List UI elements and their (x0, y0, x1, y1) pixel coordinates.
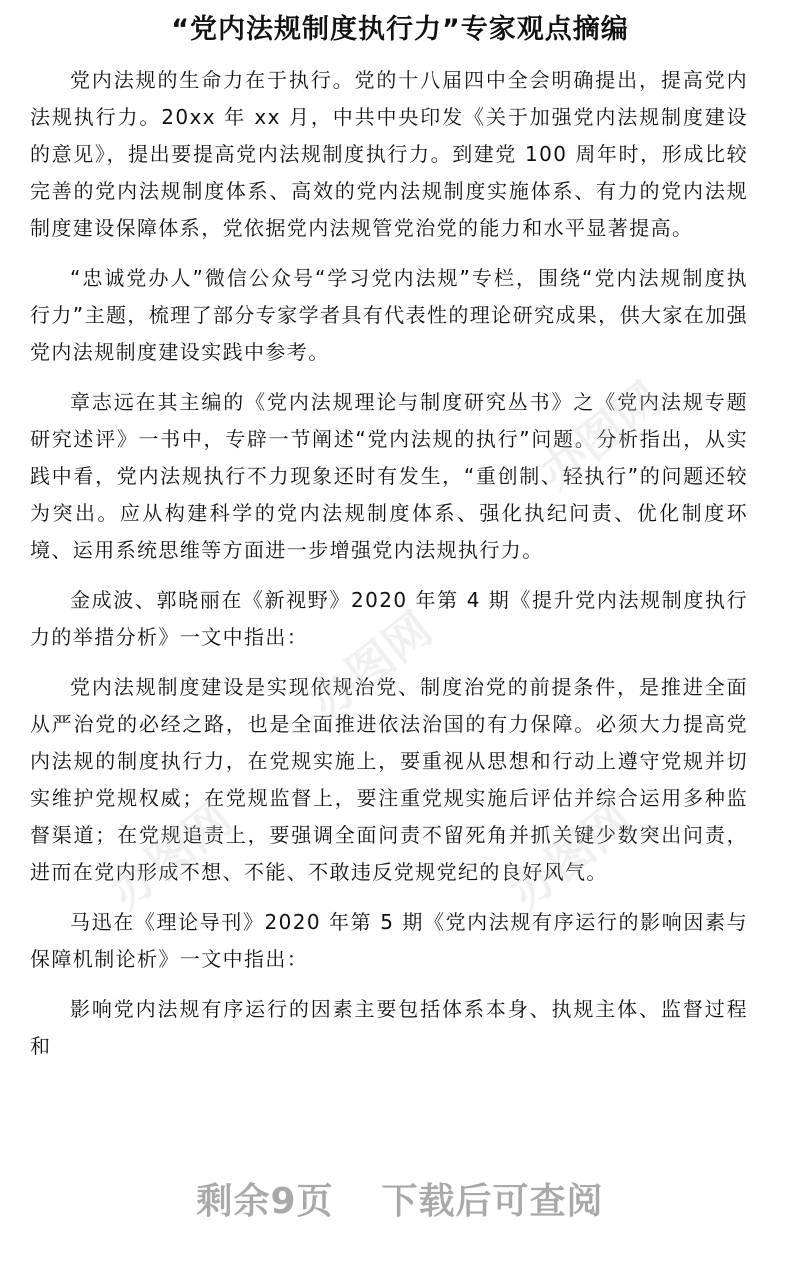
paragraph-jin-chengbo-intro: 金成波、郭晓丽在《新视野》2020 年第 4 期《提升党内法规制度执行力的举措分析》一文中指出： (30, 588, 748, 649)
document-body (30, 62, 748, 1078)
paragraph-ma-xun-intro: 马迅在《理论导刊》2020 年第 5 期《党内法规有序运行的影响因素与保障机制论析》一文中指出： (30, 910, 748, 971)
paragraph-column-note: “忠诚党办人”微信公众号“学习党内法规”专栏，围绕“党内法规制度执行力”主题，梳理了部分专家学者具有代表性的理论研究成果，供大家在加强党内法规制度建设实践中参考。 (30, 266, 748, 364)
document-title: “党内法规制度执行力”专家观点摘编 (171, 14, 629, 45)
watermark: 办图网 (499, 791, 642, 920)
watermark: 办图网 (99, 791, 242, 920)
paragraph-intro: 党内法规的生命力在于执行。党的十八届四中全会明确提出，提高党内法规执行力。20xx 年 xx 月，中共中央印发《关于加强党内法规制度建设的意见》，提出要提高党内法规制度执行力。到建党 100 周年时，形成比较完善的党内法规制度体系、高效的党内法规制度实施体系、有力的党内法规制度建设保障体系，党依据党内法规管党治党的能力和水平显著提高。 (30, 68, 748, 240)
remaining-pages-label: 剩余9页 (196, 1181, 334, 1222)
download-hint-label: 下载后可查阅 (381, 1181, 604, 1222)
paragraph-zhang-zhiyuan: 章志远在其主编的《党内法规理论与制度研究丛书》之《党内法规专题研究述评》一书中，专辟一节阐述“党内法规的执行”问题。分析指出，从实践中看，党内法规执行不力现象还时有发生，“重创制、轻执行”的问题还较为突出。应从构建科学的党内法规制度体系、强化执纪问责、优化制度环境、运用系统思维等方面进一步增强党内法规执行力。 (30, 390, 748, 562)
paragraph-jin-chengbo-quote: 党内法规制度建设是实现依规治党、制度治党的前提条件，是推进全面从严治党的必经之路，也是全面推进依法治国的有力保障。必须大力提高党内法规的制度执行力，在党规实施上，要重视从思想和行动上遵守党规并切实维护党规权威；在党规监督上，要注重党规实施后评估并综合运用多种监督渠道；在党规追责上，要强调全面问责不留死角并抓关键少数突出问责，进而在党内形成不想、不能、不敢违反党规党纪的良好风气。 (30, 675, 748, 884)
watermark: 办图网 (529, 371, 672, 500)
watermark: 办图网 (299, 601, 442, 730)
download-footer[interactable] (0, 1174, 800, 1230)
paragraph-ma-xun-quote: 影响党内法规有序运行的因素主要包括体系本身、执规主体、监督过程和 (30, 997, 748, 1058)
